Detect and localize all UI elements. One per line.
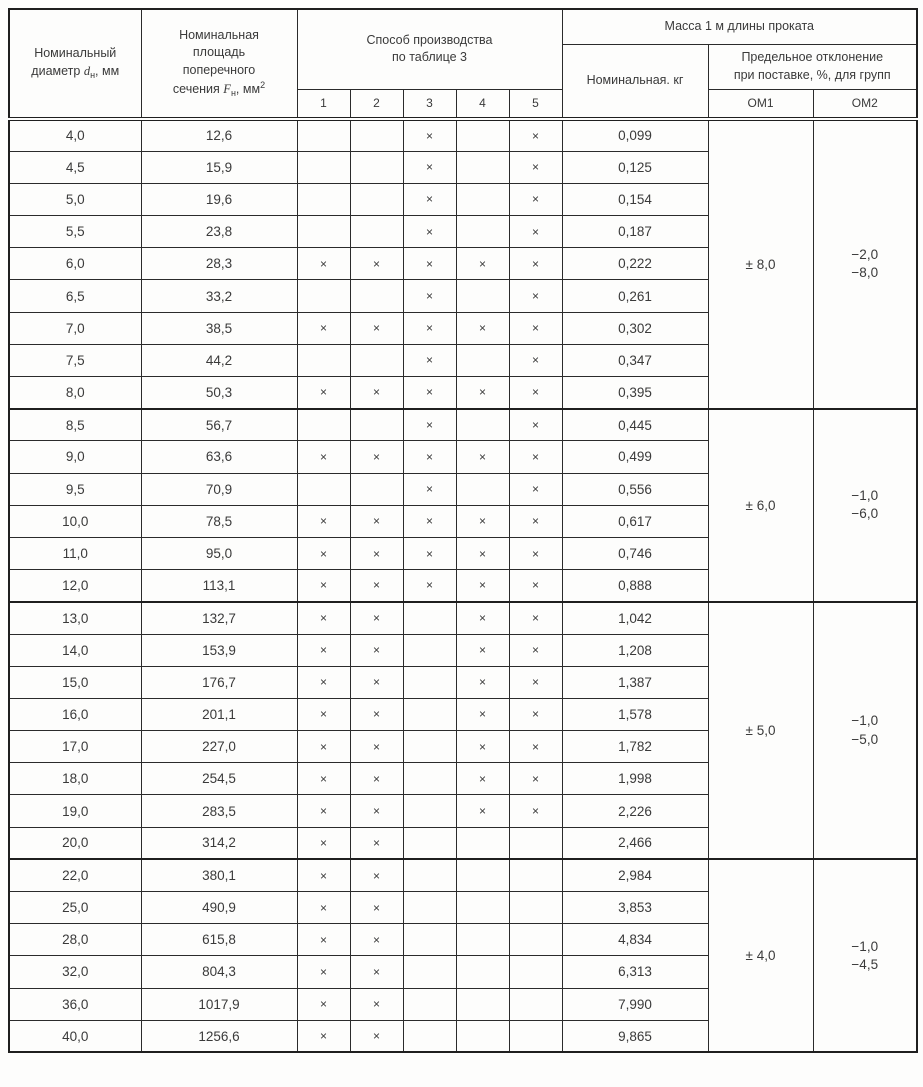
table-row [9, 119, 917, 151]
method-3-mark-cell [403, 634, 456, 666]
diameter-cell: 32,0 [9, 956, 141, 988]
header-row-1 [9, 9, 917, 44]
mass-nominal-header: Номинальная. кг [562, 44, 708, 119]
method-3-mark-cell: × [403, 473, 456, 505]
method-4-mark-cell [456, 892, 509, 924]
method-2-mark-cell [350, 216, 403, 248]
method-2-mark-cell: × [350, 312, 403, 344]
method-1-mark-cell: × [297, 956, 350, 988]
area-header-line1: Номинальная [179, 27, 259, 42]
method-3-mark-cell [403, 956, 456, 988]
method-1-mark-cell: × [297, 248, 350, 280]
method-3-mark-cell: × [403, 505, 456, 537]
method-1-mark-cell: × [297, 570, 350, 602]
method-4-mark-cell: × [456, 602, 509, 634]
area-symbol-subscript: н [230, 88, 236, 99]
method-col-2-header: 2 [350, 89, 403, 119]
method-4-mark-cell: × [456, 505, 509, 537]
mass-cell: 0,099 [562, 119, 708, 151]
method-3-mark-cell: × [403, 248, 456, 280]
area-column-header [141, 9, 297, 119]
method-2-mark-cell [350, 119, 403, 151]
method-1-mark-cell [297, 151, 350, 183]
method-5-mark-cell: × [509, 537, 562, 569]
method-2-mark-cell: × [350, 666, 403, 698]
method-5-mark-cell [509, 924, 562, 956]
mass-cell: 0,888 [562, 570, 708, 602]
mass-group-header: Масса 1 м длины проката [562, 9, 917, 44]
method-4-mark-cell [456, 119, 509, 151]
method-4-mark-cell [456, 151, 509, 183]
area-cell: 132,7 [141, 602, 297, 634]
diameter-cell: 16,0 [9, 698, 141, 730]
method-4-mark-cell [456, 859, 509, 891]
method-2-mark-cell: × [350, 763, 403, 795]
area-cell: 50,3 [141, 377, 297, 409]
mass-cell: 1,208 [562, 634, 708, 666]
method-5-mark-cell: × [509, 795, 562, 827]
method-4-mark-cell: × [456, 248, 509, 280]
method-5-mark-cell: × [509, 119, 562, 151]
method-4-mark-cell [456, 183, 509, 215]
table-header [9, 9, 917, 119]
method-2-mark-cell: × [350, 537, 403, 569]
method-2-mark-cell: × [350, 892, 403, 924]
area-cell: 201,1 [141, 698, 297, 730]
method-3-mark-cell: × [403, 151, 456, 183]
method-header-line1: Способ производства [366, 32, 493, 47]
method-5-mark-cell [509, 1020, 562, 1052]
deviation-header-line1: Предельное отклонение [741, 50, 884, 64]
mass-cell: 0,395 [562, 377, 708, 409]
mass-cell: 0,445 [562, 409, 708, 441]
method-3-mark-cell [403, 892, 456, 924]
method-2-mark-cell [350, 280, 403, 312]
method-3-mark-cell [403, 602, 456, 634]
method-3-mark-cell: × [403, 183, 456, 215]
method-3-mark-cell [403, 859, 456, 891]
method-1-mark-cell [297, 183, 350, 215]
method-5-mark-cell: × [509, 344, 562, 376]
om2-tolerance-line: −6,0 [851, 506, 879, 522]
mass-cell: 9,865 [562, 1020, 708, 1052]
method-4-mark-cell: × [456, 763, 509, 795]
method-col-4-header: 4 [456, 89, 509, 119]
method-2-mark-cell: × [350, 248, 403, 280]
method-5-mark-cell: × [509, 312, 562, 344]
diameter-column-header [9, 9, 141, 119]
mass-cell: 0,302 [562, 312, 708, 344]
method-1-mark-cell: × [297, 795, 350, 827]
method-2-mark-cell: × [350, 602, 403, 634]
area-cell: 615,8 [141, 924, 297, 956]
method-4-mark-cell [456, 280, 509, 312]
method-1-mark-cell [297, 344, 350, 376]
table-body [9, 119, 917, 1052]
mass-cell: 0,617 [562, 505, 708, 537]
method-3-mark-cell [403, 988, 456, 1020]
diameter-cell: 13,0 [9, 602, 141, 634]
diameter-cell: 10,0 [9, 505, 141, 537]
method-1-mark-cell: × [297, 988, 350, 1020]
diameter-cell: 4,0 [9, 119, 141, 151]
group-om1-header: ОМ1 [708, 89, 813, 119]
method-3-mark-cell: × [403, 119, 456, 151]
area-cell: 153,9 [141, 634, 297, 666]
mass-cell: 3,853 [562, 892, 708, 924]
diameter-cell: 22,0 [9, 859, 141, 891]
area-cell: 380,1 [141, 859, 297, 891]
method-2-mark-cell: × [350, 988, 403, 1020]
diameter-cell: 6,0 [9, 248, 141, 280]
method-1-mark-cell: × [297, 312, 350, 344]
method-3-mark-cell: × [403, 216, 456, 248]
diameter-cell: 20,0 [9, 827, 141, 859]
method-5-mark-cell [509, 956, 562, 988]
method-4-mark-cell: × [456, 634, 509, 666]
method-5-mark-cell: × [509, 698, 562, 730]
mass-cell: 7,990 [562, 988, 708, 1020]
diameter-cell: 8,0 [9, 377, 141, 409]
mass-cell: 1,387 [562, 666, 708, 698]
method-4-mark-cell [456, 924, 509, 956]
method-3-mark-cell: × [403, 537, 456, 569]
area-header-line4: сечения [172, 82, 224, 97]
method-5-mark-cell [509, 827, 562, 859]
area-cell: 15,9 [141, 151, 297, 183]
method-5-mark-cell: × [509, 731, 562, 763]
diameter-header-line2: диаметр [31, 63, 84, 78]
area-cell: 227,0 [141, 731, 297, 763]
area-cell: 63,6 [141, 441, 297, 473]
area-symbol: F [223, 82, 231, 97]
method-5-mark-cell: × [509, 409, 562, 441]
method-5-mark-cell [509, 859, 562, 891]
om2-tolerance-line: −5,0 [851, 731, 879, 747]
method-4-mark-cell: × [456, 570, 509, 602]
area-header-line3: поперечного [182, 62, 256, 77]
area-cell: 176,7 [141, 666, 297, 698]
method-3-mark-cell: × [403, 441, 456, 473]
method-5-mark-cell: × [509, 280, 562, 312]
method-4-mark-cell: × [456, 377, 509, 409]
method-4-mark-cell [456, 956, 509, 988]
area-cell: 23,8 [141, 216, 297, 248]
area-cell: 314,2 [141, 827, 297, 859]
diameter-cell: 17,0 [9, 731, 141, 763]
method-1-mark-cell: × [297, 602, 350, 634]
method-1-mark-cell: × [297, 924, 350, 956]
area-unit: , мм [235, 82, 261, 97]
method-3-mark-cell [403, 763, 456, 795]
method-3-mark-cell [403, 827, 456, 859]
method-1-mark-cell [297, 216, 350, 248]
diameter-cell: 11,0 [9, 537, 141, 569]
method-1-mark-cell: × [297, 537, 350, 569]
mass-cell: 0,499 [562, 441, 708, 473]
method-col-5-header: 5 [509, 89, 562, 119]
diameter-header-line1: Номинальный [34, 46, 117, 61]
method-5-mark-cell: × [509, 570, 562, 602]
table-row [9, 602, 917, 634]
method-3-mark-cell [403, 795, 456, 827]
method-3-mark-cell [403, 731, 456, 763]
method-2-mark-cell: × [350, 795, 403, 827]
method-1-mark-cell [297, 409, 350, 441]
method-4-mark-cell: × [456, 795, 509, 827]
method-2-mark-cell: × [350, 634, 403, 666]
method-4-mark-cell: × [456, 698, 509, 730]
area-cell: 56,7 [141, 409, 297, 441]
method-5-mark-cell: × [509, 216, 562, 248]
method-1-mark-cell: × [297, 441, 350, 473]
diameter-cell: 6,5 [9, 280, 141, 312]
area-cell: 19,6 [141, 183, 297, 215]
method-1-mark-cell: × [297, 377, 350, 409]
method-3-mark-cell: × [403, 280, 456, 312]
group-om2-header: ОМ2 [813, 89, 917, 119]
area-cell: 113,1 [141, 570, 297, 602]
method-1-mark-cell: × [297, 892, 350, 924]
method-1-mark-cell [297, 280, 350, 312]
deviation-group-header [708, 44, 917, 89]
method-1-mark-cell: × [297, 698, 350, 730]
method-2-mark-cell: × [350, 924, 403, 956]
diameter-cell: 28,0 [9, 924, 141, 956]
area-cell: 95,0 [141, 537, 297, 569]
method-5-mark-cell: × [509, 151, 562, 183]
method-2-mark-cell [350, 151, 403, 183]
mass-cell: 2,984 [562, 859, 708, 891]
om2-tolerance-cell [813, 859, 917, 1052]
om2-tolerance-line: −2,0 [851, 247, 879, 263]
area-cell: 70,9 [141, 473, 297, 505]
method-2-mark-cell: × [350, 441, 403, 473]
method-4-mark-cell: × [456, 537, 509, 569]
method-1-mark-cell: × [297, 763, 350, 795]
om2-tolerance-cell [813, 119, 917, 409]
method-5-mark-cell: × [509, 666, 562, 698]
diameter-cell: 25,0 [9, 892, 141, 924]
method-2-mark-cell: × [350, 1020, 403, 1052]
method-2-mark-cell: × [350, 505, 403, 537]
method-5-mark-cell: × [509, 377, 562, 409]
mass-cell: 2,226 [562, 795, 708, 827]
mass-cell: 0,261 [562, 280, 708, 312]
mass-cell: 2,466 [562, 827, 708, 859]
method-2-mark-cell [350, 183, 403, 215]
method-4-mark-cell: × [456, 731, 509, 763]
diameter-cell: 4,5 [9, 151, 141, 183]
mass-cell: 0,125 [562, 151, 708, 183]
mass-cell: 1,782 [562, 731, 708, 763]
mass-cell: 1,042 [562, 602, 708, 634]
area-cell: 12,6 [141, 119, 297, 151]
method-5-mark-cell: × [509, 183, 562, 215]
mass-cell: 0,556 [562, 473, 708, 505]
method-1-mark-cell: × [297, 634, 350, 666]
method-3-mark-cell: × [403, 409, 456, 441]
mass-cell: 0,746 [562, 537, 708, 569]
method-4-mark-cell [456, 827, 509, 859]
area-cell: 78,5 [141, 505, 297, 537]
method-col-1-header: 1 [297, 89, 350, 119]
diameter-symbol: d [83, 63, 91, 78]
area-cell: 33,2 [141, 280, 297, 312]
area-cell: 254,5 [141, 763, 297, 795]
method-4-mark-cell [456, 216, 509, 248]
mass-cell: 0,154 [562, 183, 708, 215]
mass-cell: 0,222 [562, 248, 708, 280]
method-5-mark-cell [509, 892, 562, 924]
method-5-mark-cell: × [509, 473, 562, 505]
mass-cell: 4,834 [562, 924, 708, 956]
diameter-cell: 7,0 [9, 312, 141, 344]
area-unit-superscript: 2 [260, 80, 266, 91]
method-1-mark-cell: × [297, 505, 350, 537]
method-5-mark-cell: × [509, 602, 562, 634]
area-cell: 1256,6 [141, 1020, 297, 1052]
om2-tolerance-line: −8,0 [851, 265, 879, 281]
om1-tolerance-cell: ± 5,0 [708, 602, 813, 860]
diameter-cell: 19,0 [9, 795, 141, 827]
diameter-cell: 7,5 [9, 344, 141, 376]
method-2-mark-cell: × [350, 377, 403, 409]
om1-tolerance-cell: ± 6,0 [708, 409, 813, 602]
method-4-mark-cell: × [456, 312, 509, 344]
diameter-cell: 5,5 [9, 216, 141, 248]
diameter-cell: 14,0 [9, 634, 141, 666]
method-1-mark-cell: × [297, 731, 350, 763]
method-2-mark-cell: × [350, 698, 403, 730]
method-1-mark-cell: × [297, 827, 350, 859]
production-method-group-header [297, 9, 562, 89]
method-5-mark-cell: × [509, 763, 562, 795]
diameter-cell: 40,0 [9, 1020, 141, 1052]
method-3-mark-cell [403, 924, 456, 956]
rolled-bar-spec-table [8, 8, 918, 1053]
diameter-symbol-subscript: н [90, 69, 96, 80]
om2-tolerance-cell [813, 409, 917, 602]
method-3-mark-cell: × [403, 377, 456, 409]
mass-cell: 6,313 [562, 956, 708, 988]
diameter-cell: 15,0 [9, 666, 141, 698]
method-3-mark-cell: × [403, 570, 456, 602]
method-2-mark-cell [350, 473, 403, 505]
area-cell: 38,5 [141, 312, 297, 344]
method-4-mark-cell [456, 988, 509, 1020]
diameter-cell: 5,0 [9, 183, 141, 215]
method-1-mark-cell [297, 119, 350, 151]
area-cell: 283,5 [141, 795, 297, 827]
method-2-mark-cell [350, 344, 403, 376]
diameter-cell: 8,5 [9, 409, 141, 441]
om2-tolerance-cell [813, 602, 917, 860]
method-2-mark-cell: × [350, 859, 403, 891]
om1-tolerance-cell: ± 8,0 [708, 119, 813, 409]
table-row [9, 859, 917, 891]
area-cell: 44,2 [141, 344, 297, 376]
method-4-mark-cell: × [456, 666, 509, 698]
method-5-mark-cell: × [509, 441, 562, 473]
diameter-cell: 12,0 [9, 570, 141, 602]
diameter-cell: 18,0 [9, 763, 141, 795]
method-col-3-header: 3 [403, 89, 456, 119]
area-cell: 1017,9 [141, 988, 297, 1020]
diameter-cell: 36,0 [9, 988, 141, 1020]
area-cell: 490,9 [141, 892, 297, 924]
mass-cell: 0,187 [562, 216, 708, 248]
mass-cell: 1,998 [562, 763, 708, 795]
om2-tolerance-line: −4,5 [851, 956, 879, 972]
method-4-mark-cell [456, 344, 509, 376]
method-1-mark-cell: × [297, 859, 350, 891]
mass-cell: 0,347 [562, 344, 708, 376]
method-5-mark-cell: × [509, 505, 562, 537]
method-header-line2: по таблице 3 [392, 50, 467, 65]
method-3-mark-cell: × [403, 312, 456, 344]
method-3-mark-cell [403, 698, 456, 730]
deviation-header-line2: при поставке, %, для групп [733, 67, 891, 82]
method-2-mark-cell: × [350, 731, 403, 763]
method-5-mark-cell: × [509, 634, 562, 666]
method-2-mark-cell [350, 409, 403, 441]
method-1-mark-cell [297, 473, 350, 505]
om2-tolerance-line: −1,0 [851, 938, 879, 954]
method-3-mark-cell: × [403, 344, 456, 376]
method-2-mark-cell: × [350, 956, 403, 988]
om2-tolerance-line: −1,0 [851, 713, 879, 729]
method-4-mark-cell [456, 1020, 509, 1052]
area-cell: 28,3 [141, 248, 297, 280]
diameter-cell: 9,0 [9, 441, 141, 473]
diameter-unit: , мм [95, 63, 120, 78]
method-3-mark-cell [403, 666, 456, 698]
method-1-mark-cell: × [297, 666, 350, 698]
method-1-mark-cell: × [297, 1020, 350, 1052]
method-5-mark-cell: × [509, 248, 562, 280]
area-header-line2: площадь [192, 45, 246, 60]
method-2-mark-cell: × [350, 570, 403, 602]
method-4-mark-cell [456, 473, 509, 505]
om1-tolerance-cell: ± 4,0 [708, 859, 813, 1052]
area-cell: 804,3 [141, 956, 297, 988]
om2-tolerance-line: −1,0 [851, 488, 879, 504]
diameter-cell: 9,5 [9, 473, 141, 505]
mass-cell: 1,578 [562, 698, 708, 730]
method-4-mark-cell [456, 409, 509, 441]
method-4-mark-cell: × [456, 441, 509, 473]
method-2-mark-cell: × [350, 827, 403, 859]
method-5-mark-cell [509, 988, 562, 1020]
table-row [9, 409, 917, 441]
method-3-mark-cell [403, 1020, 456, 1052]
